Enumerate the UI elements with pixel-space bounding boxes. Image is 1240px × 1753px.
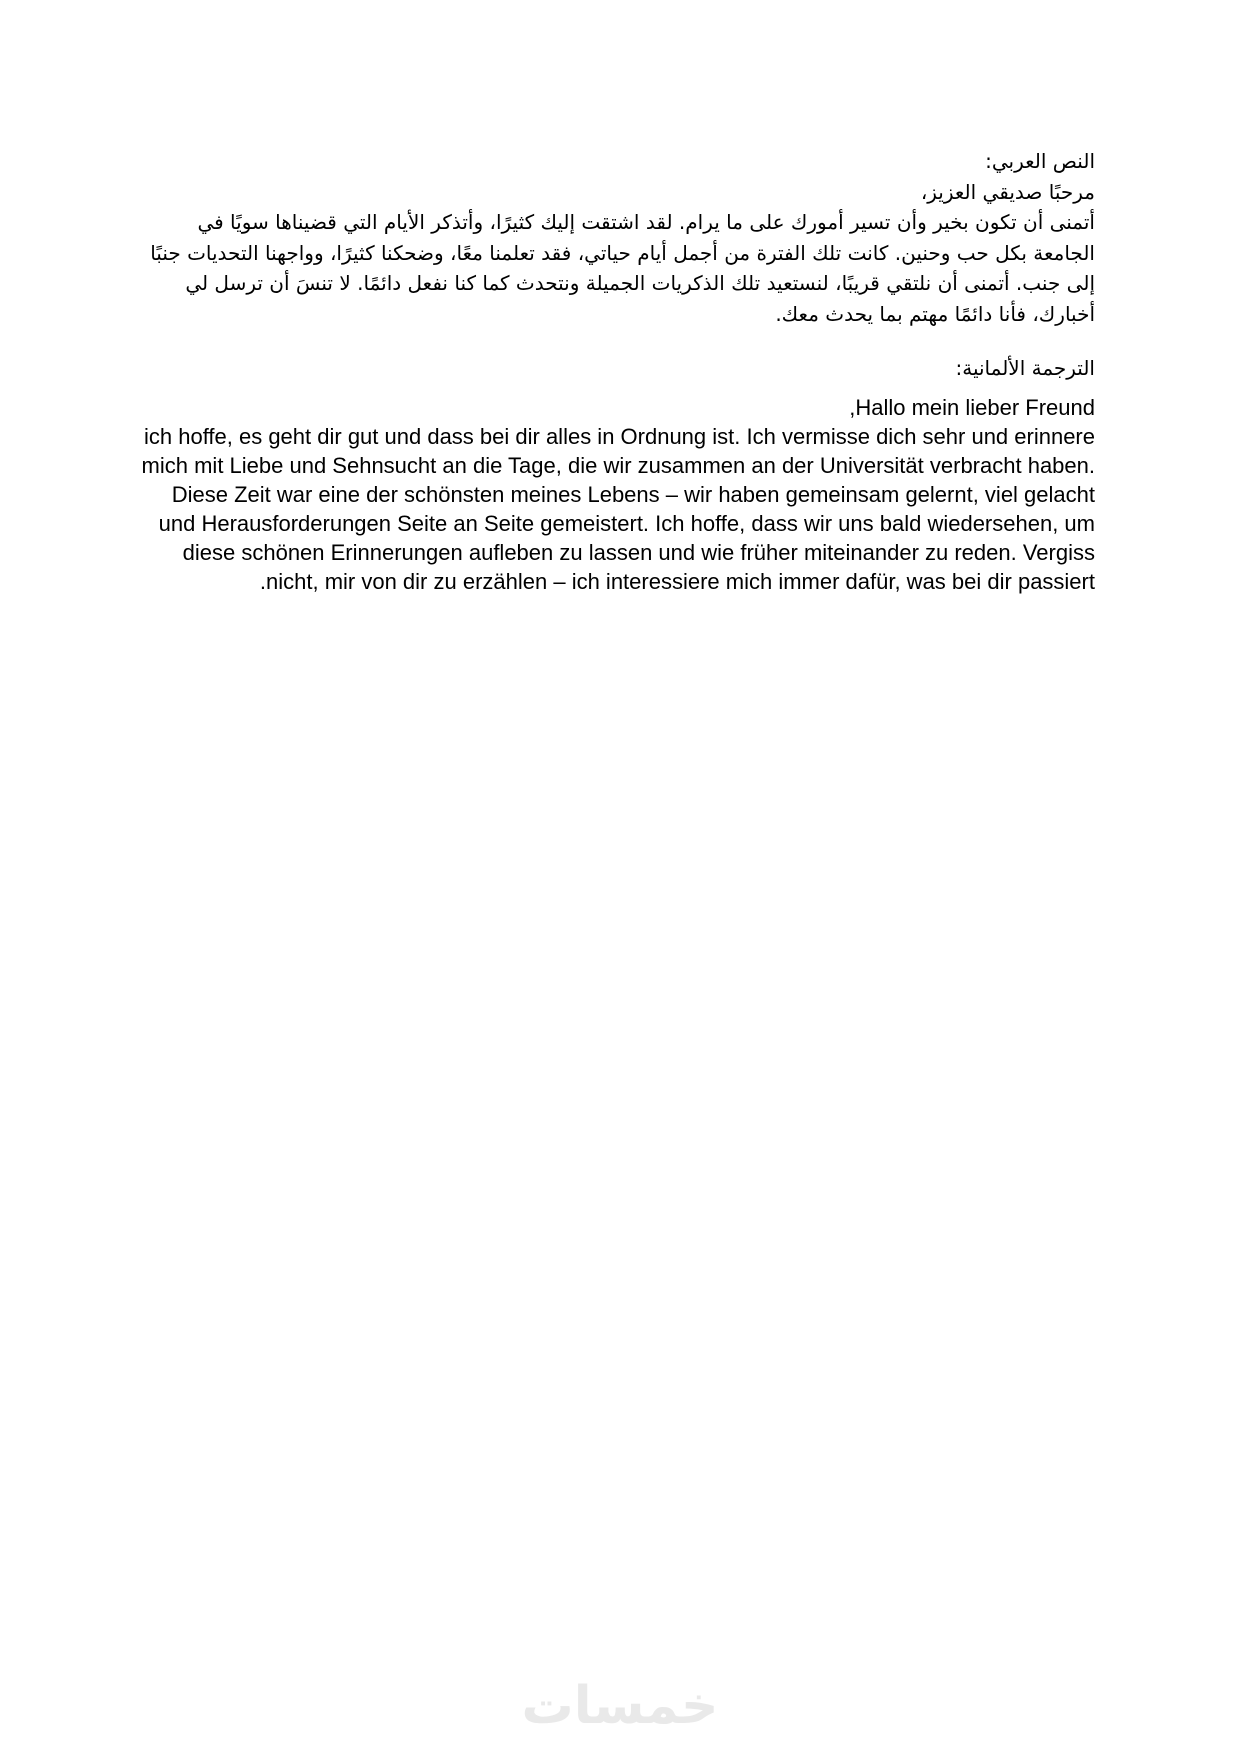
german-body-paragraph: ich hoffe, es geht dir gut und dass bei dir alles in Ordnung ist. Ich vermisse dich sehr und erinnere mich mit Liebe und Sehnsucht an die Tage, die wir zusammen an der Universität verbracht haben. Diese Zeit war eine der schönsten meines Lebens – wir haben gemeinsam gelernt, viel gelacht und Herausforderungen Seite an Seite gemeistert. Ich hoffe, dass wir uns bald wiedersehen, um diese schönen Erinnerungen aufleben zu lassen und wie früher miteinander zu reden. Vergiss nicht, mir von dir zu erzählen – ich interessiere mich immer dafür, was bei dir passiert. — [141, 423, 1095, 594]
german-section-heading: الترجمة الألمانية: — [955, 356, 1095, 380]
document-content — [0, 0, 1240, 596]
german-greeting-line: Hallo mein lieber Freund, — [849, 394, 1095, 420]
arabic-section-heading: النص العربي: — [985, 149, 1095, 173]
khamsat-watermark-logo: خمسات — [521, 1676, 719, 1736]
arabic-greeting-line: مرحبًا صديقي العزيز، — [920, 179, 1095, 204]
arabic-body-paragraph: أتمنى أن تكون بخير وأن تسير أمورك على ما يرام. لقد اشتقت إليك كثيرًا، وأتذكر الأيام التي قضيناها سويًا في الجامعة بكل حب وحنين. كانت تلك الفترة من أجمل أيام حياتي، فقد تعلمنا معًا، وضحكنا كثيرًا، وواجهنا التحديات جنبًا إلى جنب. أتمنى أن نلتقي قريبًا، لنستعيد تلك الذكريات الجميلة ونتحدث كما كنا نفعل دائمًا. لا تنسَ أن ترسل لي أخبارك، فأنا دائمًا مهتم بما يحدث معك. — [150, 210, 1095, 326]
